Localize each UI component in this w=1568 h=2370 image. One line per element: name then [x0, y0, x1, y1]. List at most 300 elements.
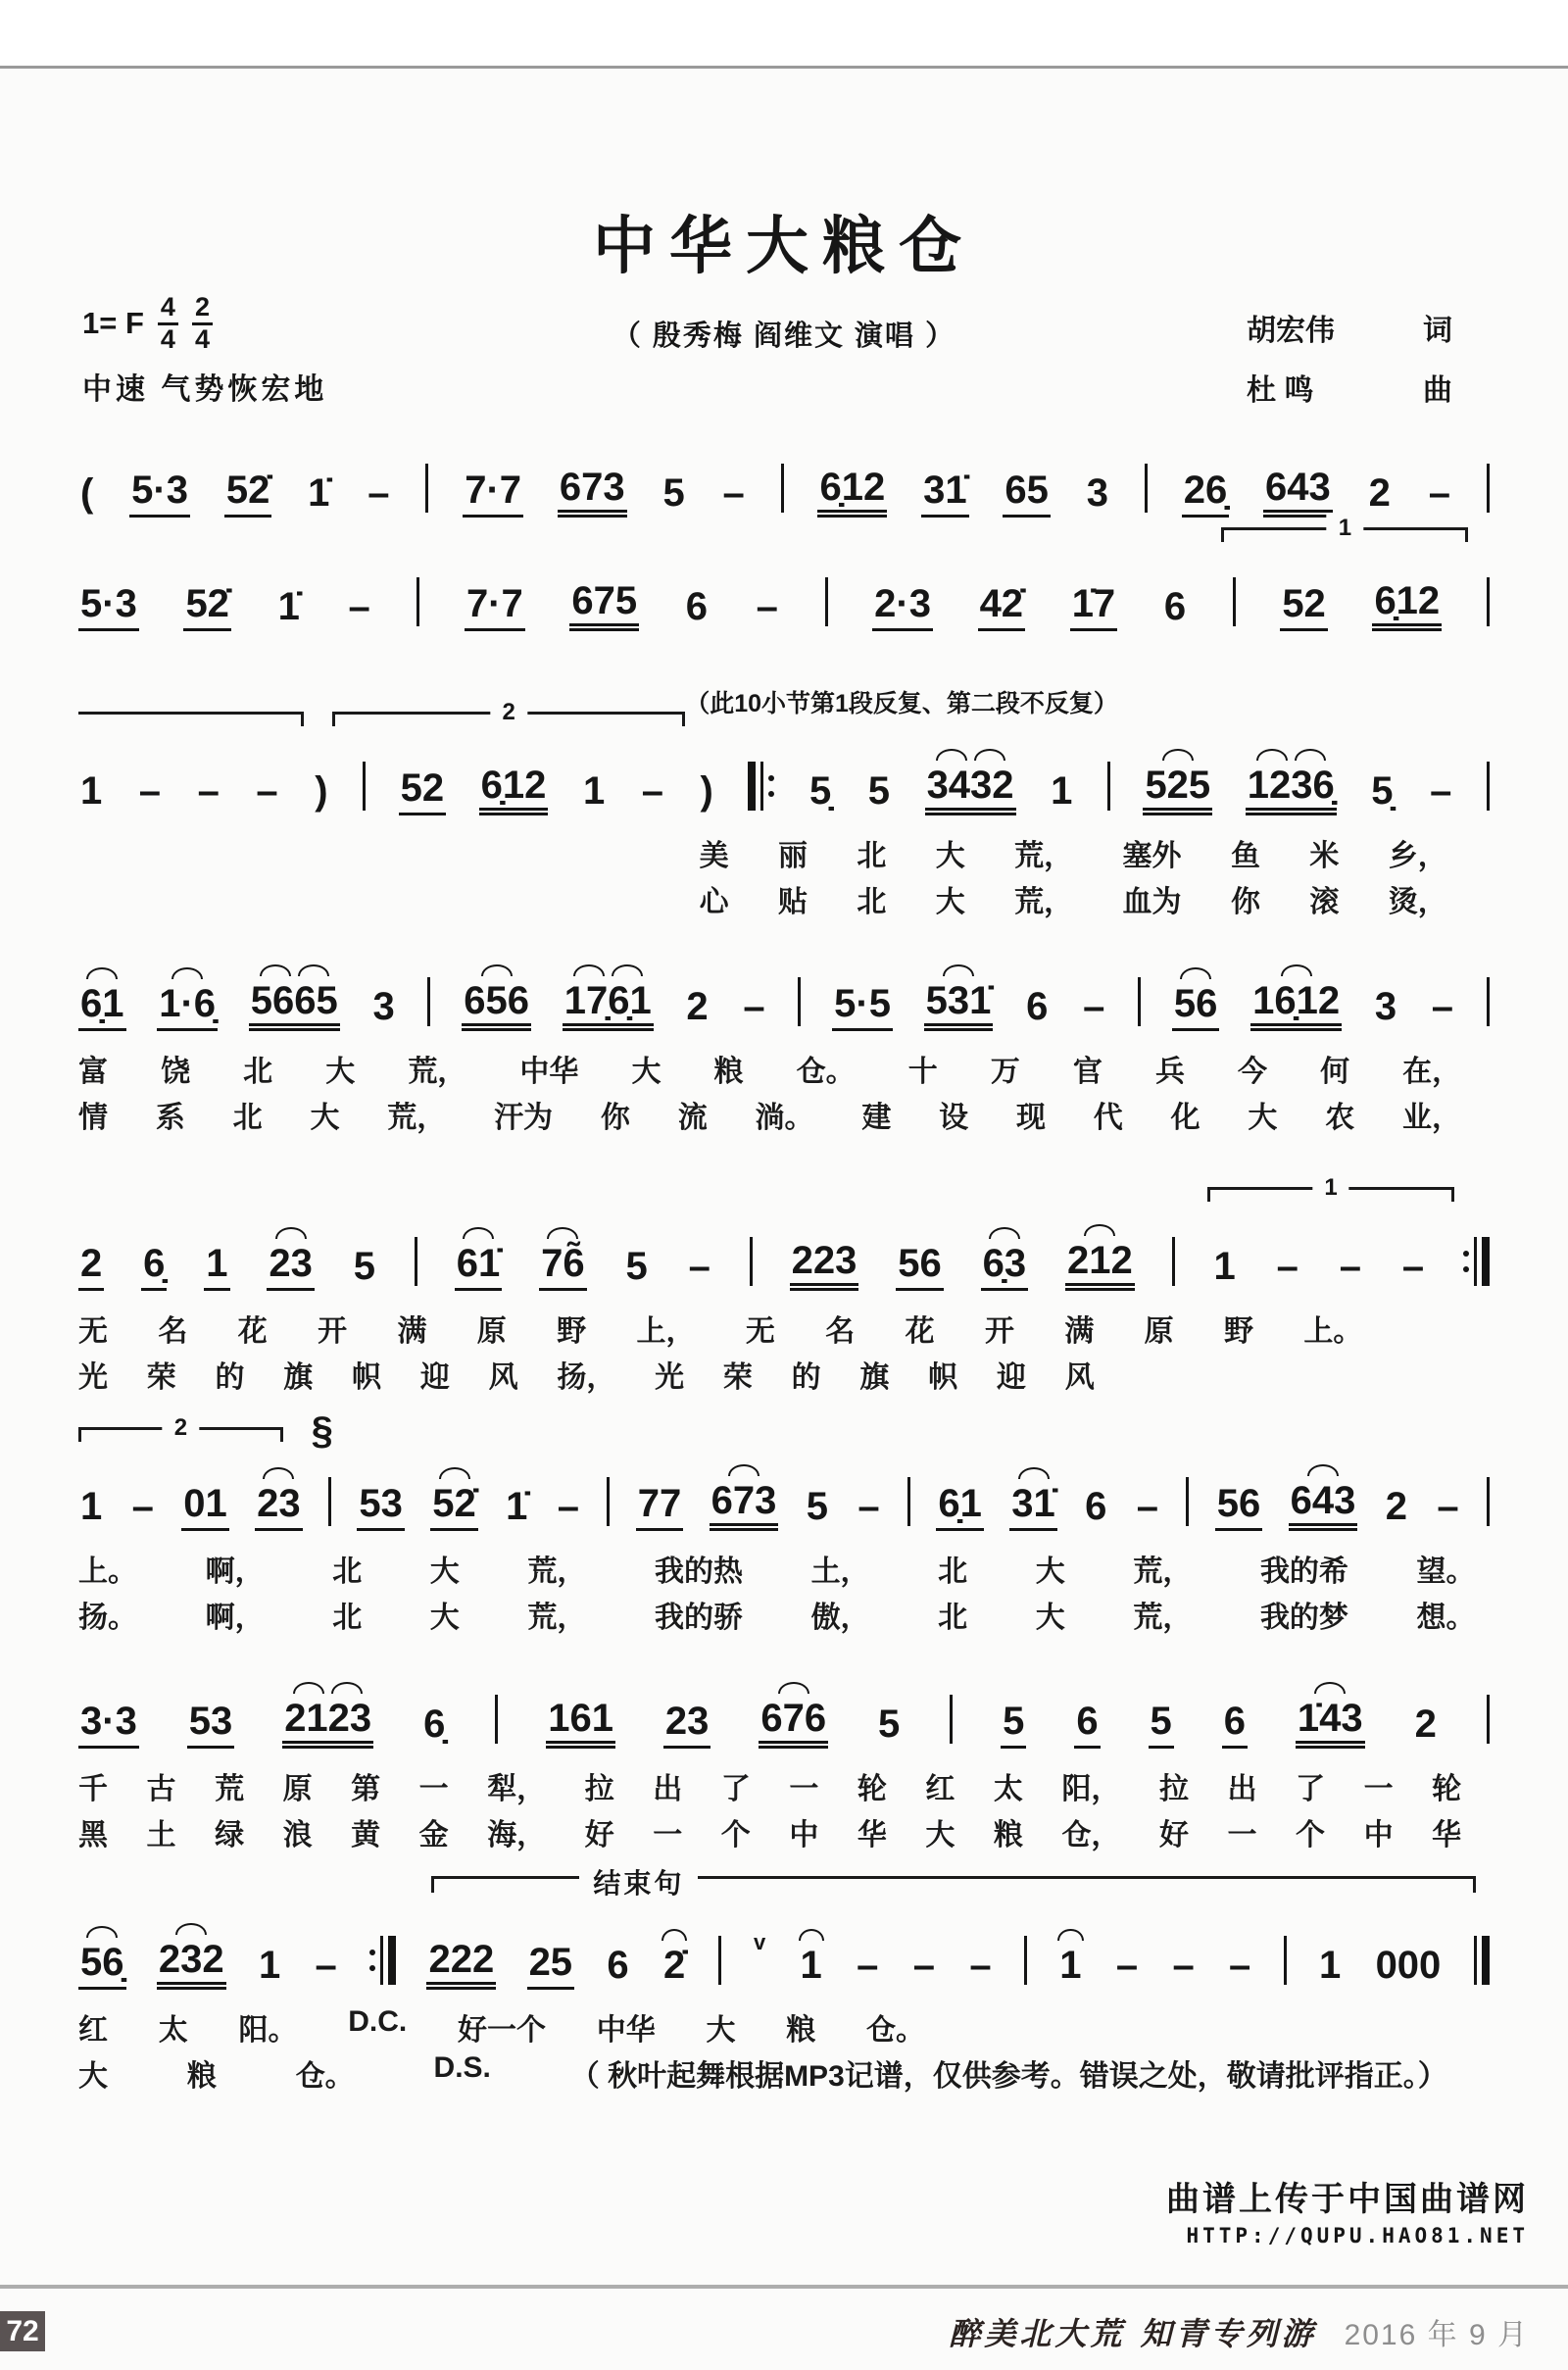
lyric-syllable: 十	[907, 1056, 938, 1088]
lyric-syllable: 傲，	[810, 1602, 870, 1634]
lyric-syllable: 粮	[713, 1056, 744, 1088]
note-token: 673	[710, 1479, 779, 1531]
lyric-syllable: 黄	[351, 1819, 381, 1852]
lyric-syllable: 无	[745, 1315, 775, 1348]
lyric-syllable: 花	[237, 1315, 268, 1348]
lyric-syllable: 塞外	[1122, 840, 1182, 872]
lyric-syllable: 大	[310, 1102, 340, 1134]
breath-mark: v	[753, 1930, 766, 1954]
note-token: 6̣3	[981, 1242, 1029, 1291]
note-token: 7·7	[463, 469, 523, 518]
note-token: 2	[1368, 471, 1391, 515]
note-token: 52̇	[224, 469, 272, 518]
lyric-syllable: 一	[1227, 1819, 1257, 1852]
lyric-syllable: 旗	[283, 1361, 314, 1394]
note-token: 643	[1263, 466, 1333, 518]
lyric-syllable: 千	[78, 1773, 108, 1805]
page-title: 中华大粮仓	[593, 211, 975, 281]
note-token: 676	[759, 1697, 828, 1749]
note-token: –	[641, 769, 663, 813]
lyrics-row	[78, 877, 1490, 920]
lyric-syllable: 中华	[596, 2014, 656, 2047]
lyricist-credit: 胡宏伟 词	[1247, 315, 1452, 347]
lyric-syllable: 流	[677, 1102, 708, 1134]
note-token: 5	[1149, 1700, 1174, 1749]
issue-date: 2016 年 9 月	[1344, 2319, 1529, 2351]
note-token: –	[557, 1485, 579, 1528]
lyric-syllable: 风	[1064, 1361, 1095, 1394]
note-token: 531̇	[924, 979, 994, 1031]
note-token: –	[256, 769, 278, 813]
lyric-syllable: 轮	[857, 1773, 887, 1805]
bracket-label: 1	[1327, 515, 1363, 542]
lyric-syllable: 迎	[419, 1361, 450, 1394]
note-token: 65	[1003, 469, 1051, 518]
lyric-syllable: 开	[318, 1315, 348, 1348]
lyric-syllable: 大	[1248, 1102, 1278, 1134]
lyric-syllable: 荒，	[1014, 840, 1074, 872]
lyric-syllable: 中	[1363, 1819, 1394, 1852]
volta-bracket	[1207, 1174, 1454, 1202]
lyric-syllable: 第	[351, 1773, 381, 1805]
note-token: 23	[267, 1242, 315, 1291]
lyric-syllable: 大	[1035, 1555, 1065, 1588]
note-token: 1̇7	[1070, 582, 1118, 631]
lyric-syllable: 绿	[215, 1819, 245, 1852]
lyric-syllable: 北	[857, 886, 887, 918]
lyrics-row	[78, 831, 1490, 874]
note-token: 6	[607, 1944, 629, 1987]
volta-bracket	[332, 699, 685, 726]
lyric-syllable: 仓。	[796, 1056, 856, 1088]
lyric-syllable: 太	[993, 1773, 1023, 1805]
lyric-syllable: 太	[158, 2014, 188, 2047]
note-token: 56	[1172, 982, 1220, 1031]
note-token: 3	[1374, 985, 1397, 1028]
note-token: 6	[685, 585, 708, 628]
lyric-syllable: 名	[158, 1315, 188, 1348]
note-token: 6	[1074, 1700, 1100, 1749]
lyric-syllable: 我的热	[654, 1555, 743, 1588]
bracket-label: 2	[491, 699, 527, 726]
lyric-syllable: 情	[78, 1102, 108, 1134]
note-token: –	[1136, 1485, 1158, 1528]
notation-row	[78, 1230, 1490, 1291]
notation-row	[78, 457, 1490, 518]
lyric-syllable: 了	[720, 1773, 751, 1805]
lyric-syllable: 野	[557, 1315, 587, 1348]
lyric-syllable: 荣	[722, 1361, 753, 1394]
note-token: –	[1339, 1245, 1361, 1288]
upload-site-url: HTTP://QUPU.HAO81.NET	[1186, 2224, 1529, 2247]
note-token: 3	[372, 985, 395, 1028]
lyric-syllable: 好	[1158, 1819, 1189, 1852]
notation-row	[78, 1929, 1490, 1990]
lyric-syllable: 想。	[1416, 1602, 1476, 1634]
note-token: 3·3	[78, 1700, 139, 1749]
note-token: 6̣1	[936, 1482, 984, 1531]
note-token: 53	[357, 1482, 405, 1531]
lyric-syllable: 荒	[215, 1773, 245, 1805]
note-token: –	[348, 585, 370, 628]
note-token: 2	[1385, 1485, 1407, 1528]
lyric-syllable: 野	[1224, 1315, 1254, 1348]
note-token: 1	[799, 1944, 824, 1990]
lyric-syllable: 上。	[1303, 1315, 1363, 1348]
notation-row	[78, 970, 1490, 1031]
score-line	[78, 1688, 1490, 1852]
barline-single	[950, 1694, 953, 1749]
lyric-syllable: 的	[791, 1361, 821, 1394]
note-token: 2123	[282, 1697, 373, 1749]
lyric-syllable: 滚	[1309, 886, 1340, 918]
lyric-syllable: 万	[990, 1056, 1020, 1088]
lyric-syllable: 满	[1064, 1315, 1095, 1348]
note-token: 01	[181, 1482, 229, 1531]
notation-row	[78, 570, 1490, 631]
note-token: 17̣6̣1	[563, 979, 654, 1031]
lyric-syllable: 北	[332, 1555, 363, 1588]
barline-single	[1138, 976, 1141, 1031]
note-token: –	[131, 1485, 154, 1528]
note-token: 1̇	[506, 1485, 528, 1528]
lyric-syllable: 扬，	[557, 1361, 616, 1394]
top-margin-strip	[0, 0, 1568, 66]
note-token: 1236̣	[1246, 764, 1337, 815]
note-token: 5·3	[129, 469, 190, 518]
score-line	[78, 970, 1490, 1134]
page-number-badge: 72	[0, 2311, 45, 2351]
lyric-syllable: 大	[325, 1056, 356, 1088]
note-token: 5	[625, 1245, 648, 1288]
lyric-syllable: 阳。	[238, 2014, 298, 2047]
barline-single	[1487, 1476, 1490, 1531]
tempo-marking: 中速 气势恢宏地	[82, 373, 328, 406]
event-title: 醉美北大荒 知青专列游	[949, 2315, 1317, 2352]
note-token: –	[969, 1944, 992, 1987]
note-token: –	[912, 1944, 935, 1987]
top-divider	[0, 66, 1568, 69]
note-token: 52̇	[430, 1482, 478, 1531]
barline-single	[1172, 1236, 1175, 1291]
lyrics-row	[78, 1047, 1490, 1090]
lyric-syllable: 大	[925, 1819, 956, 1852]
note-token: –	[1428, 471, 1450, 515]
lyric-syllable: 北	[232, 1102, 263, 1134]
lyric-syllable: 米	[1309, 840, 1340, 872]
note-token: 212	[1065, 1239, 1135, 1291]
note-token: 23	[663, 1700, 711, 1749]
lyric-syllable: 鱼	[1230, 840, 1260, 872]
note-token: 5	[806, 1485, 828, 1528]
note-token: 1	[258, 1944, 281, 1987]
note-token: 223	[790, 1239, 859, 1291]
lyric-syllable: 建	[861, 1102, 892, 1134]
note-token: –	[1115, 1944, 1139, 1987]
note-token: 6̣12	[817, 466, 887, 518]
barline-begin	[748, 761, 774, 815]
lyric-syllable: 拉	[584, 1773, 614, 1805]
lyric-syllable: 你	[600, 1102, 630, 1134]
note-token: 1̇	[308, 471, 330, 515]
note-token: 1·6̣	[157, 982, 218, 1031]
lyric-syllable: 淌。	[755, 1102, 814, 1134]
barline-single	[328, 1476, 331, 1531]
lyric-syllable: 烫，	[1388, 886, 1447, 918]
note-token: 1	[1051, 769, 1073, 813]
lyric-syllable: 光	[655, 1361, 685, 1394]
lyrics-row	[78, 1307, 1490, 1350]
lyric-syllable: 荣	[146, 1361, 176, 1394]
note-token: 76̃	[539, 1242, 587, 1291]
barline-single	[427, 976, 430, 1031]
lyric-syllable: 黑	[78, 1819, 108, 1852]
lyric-syllable: 系	[155, 1102, 185, 1134]
note-token: 5̣	[1371, 769, 1394, 813]
note-token: 5	[662, 471, 685, 515]
note-token: (	[80, 471, 94, 515]
lyric-syllable: 仓，	[1061, 1819, 1121, 1852]
lyric-syllable: 一	[418, 1773, 449, 1805]
note-token: 161	[546, 1697, 615, 1749]
lyrics-row	[78, 1353, 1490, 1396]
key-label: 1= F	[82, 306, 144, 341]
note-token: 52	[1280, 582, 1328, 631]
barline-single	[425, 463, 428, 518]
lyric-syllable: 粮	[786, 2014, 816, 2047]
lyric-syllable: 富	[78, 1056, 108, 1088]
note-token: 5̣	[808, 769, 832, 813]
notation-row	[78, 1470, 1490, 1531]
barline-single	[1107, 761, 1110, 815]
note-token: 3	[1086, 471, 1109, 515]
lyric-syllable: 无	[78, 1315, 108, 1348]
lyric-syllable: 我的梦	[1259, 1602, 1348, 1634]
lyric-syllable: 中华	[519, 1056, 579, 1088]
lyric-syllable: 风	[488, 1361, 518, 1394]
barline-single	[607, 1476, 610, 1531]
note-token: –	[315, 1944, 337, 1987]
lyric-syllable: 原	[282, 1773, 313, 1805]
composer-credit: 杜 鸣 曲	[1247, 374, 1452, 407]
time-signature-2: $\frac{2}{4}$	[192, 294, 213, 353]
lyric-syllable: 花	[905, 1315, 935, 1348]
lyric-syllable: 今	[1238, 1056, 1268, 1088]
lyric-syllable: 古	[146, 1773, 176, 1805]
barline-single	[1145, 463, 1148, 518]
note-token: 6̣1	[78, 982, 126, 1031]
barline-single	[1024, 1935, 1027, 1990]
note-token: –	[722, 471, 745, 515]
lyrics-row	[78, 2051, 1490, 2095]
note-token: 5	[353, 1245, 375, 1288]
lyric-syllable: 化	[1170, 1102, 1200, 1134]
note-token: 2	[686, 985, 709, 1028]
lyric-syllable: 轮	[1432, 1773, 1462, 1805]
lyric-syllable: 饶	[161, 1056, 191, 1088]
lyric-syllable: 北	[243, 1056, 273, 1088]
note-token: –	[1172, 1944, 1195, 1987]
lyric-syllable: 大	[706, 2014, 736, 2047]
barline-single	[1233, 576, 1236, 631]
lyrics-row	[78, 1547, 1490, 1590]
barline-final	[1474, 1935, 1490, 1990]
lyric-syllable: 粮	[186, 2060, 217, 2093]
barline-single	[1284, 1935, 1287, 1990]
lyric-syllable: 荒，	[1014, 886, 1074, 918]
lyric-syllable: 心	[699, 886, 729, 918]
note-token: 52̇	[183, 582, 231, 631]
lyric-syllable: 原	[476, 1315, 507, 1348]
score-line	[78, 1174, 1490, 1394]
lyric-syllable: 在，	[1402, 1056, 1462, 1088]
lyric-syllable: 现	[1015, 1102, 1046, 1134]
volta-bracket	[1221, 515, 1468, 542]
note-token: 2	[78, 1242, 104, 1291]
note-token: 1̇43	[1296, 1697, 1365, 1749]
lyric-syllable: 北	[857, 840, 887, 872]
lyric-syllable: 啊，	[205, 1555, 265, 1588]
lyric-syllable: 荒，	[527, 1555, 587, 1588]
note-token: 6	[1222, 1700, 1248, 1749]
note-token: )	[700, 769, 713, 813]
lyric-syllable: 出	[1227, 1773, 1257, 1805]
lyric-syllable: 中	[789, 1819, 819, 1852]
lyric-syllable: 北	[332, 1602, 363, 1634]
note-token: 6̣	[141, 1242, 167, 1291]
note-token: 1	[80, 1485, 103, 1528]
lyric-syllable: 大	[631, 1056, 662, 1088]
note-token: 5	[1001, 1700, 1026, 1749]
note-token: –	[688, 1245, 710, 1288]
note-token: 000	[1375, 1944, 1442, 1987]
lyric-syllable: 光	[78, 1361, 108, 1394]
note-token: –	[756, 585, 778, 628]
lyric-syllable: 好	[584, 1819, 614, 1852]
lyric-syllable: 农	[1325, 1102, 1355, 1134]
ending-bracket	[431, 1868, 1476, 1899]
credits-block	[1247, 306, 1452, 425]
note-token: –	[1430, 769, 1452, 813]
lyric-syllable: 拉	[1158, 1773, 1189, 1805]
note-token: 7·7	[465, 582, 525, 631]
bracket-label: 1	[1312, 1174, 1348, 1202]
lyric-syllable: 我的骄	[654, 1602, 743, 1634]
lyric-syllable: 乡，	[1388, 840, 1447, 872]
note-token: 643	[1289, 1479, 1358, 1531]
score-line	[78, 690, 1490, 918]
barline-single	[750, 1236, 753, 1291]
barline-single	[416, 576, 419, 631]
note-token: –	[743, 985, 765, 1028]
lyric-syllable: 个	[720, 1819, 751, 1852]
note-token: 1	[1057, 1944, 1083, 1990]
lyric-syllable: 原	[1144, 1315, 1174, 1348]
volta-bracket-continuation	[78, 712, 304, 726]
barline-single	[907, 1476, 910, 1531]
note-token: 1	[582, 769, 606, 813]
bracket-label: 结束句	[579, 1862, 698, 1901]
barline-single	[1487, 463, 1490, 518]
note-token: 5	[878, 1703, 901, 1746]
barline-single	[1487, 976, 1490, 1031]
upload-site-name: 曲谱上传于中国曲谱网	[1166, 2181, 1529, 2218]
footer-right	[949, 2309, 1529, 2354]
lyric-syllable: 海，	[487, 1819, 547, 1852]
lyric-syllable: 阳，	[1061, 1773, 1121, 1805]
lyric-syllable: 大	[429, 1555, 460, 1588]
note-token: 1̇	[277, 585, 300, 628]
lyric-syllable: 北	[938, 1602, 968, 1634]
note-token: 31̇	[921, 469, 969, 518]
lyric-syllable: 浪	[282, 1819, 313, 1852]
lyric-syllable: 贴	[777, 886, 808, 918]
lyric-syllable: 帜	[928, 1361, 958, 1394]
lyrics-row	[78, 1764, 1490, 1807]
lyric-syllable: 丽	[777, 840, 808, 872]
lyrics-row	[78, 2005, 1490, 2049]
upload-credit	[1166, 2172, 1529, 2247]
note-token: 6̣12	[479, 764, 549, 815]
lyric-syllable: 旗	[859, 1361, 890, 1394]
lyric-syllable: 名	[825, 1315, 856, 1348]
lyric-syllable: 好一个	[458, 2014, 546, 2047]
performers-subtitle: （ 殷秀梅 阎维文 演唱 ）	[612, 321, 956, 352]
lyric-syllable: 的	[215, 1361, 245, 1394]
lyric-syllable: 美	[699, 840, 729, 872]
note-token: –	[368, 471, 390, 515]
score-line	[78, 1409, 1490, 1634]
barline-end	[1463, 1236, 1490, 1291]
lyric-syllable: 荒，	[387, 1102, 447, 1134]
note-token: 42̇	[978, 582, 1026, 631]
note-token: 673	[558, 466, 627, 518]
note-token: 2	[1414, 1703, 1437, 1746]
note-token: 77	[636, 1482, 684, 1531]
note-token: –	[1401, 1245, 1425, 1288]
lyric-syllable: 荒，	[527, 1602, 587, 1634]
lyric-syllable: 仓。	[866, 2014, 925, 2047]
lyric-syllable: 荒，	[1133, 1555, 1193, 1588]
lyric-syllable: 啊，	[205, 1602, 265, 1634]
note-token: 5·3	[78, 582, 139, 631]
note-token: –	[197, 769, 220, 813]
lyric-syllable: 我的希	[1259, 1555, 1348, 1588]
segno-icon: §	[311, 1409, 333, 1453]
lyric-syllable: 土，	[810, 1555, 870, 1588]
note-token: –	[138, 769, 162, 813]
lyric-syllable: 大	[935, 886, 965, 918]
lyric-syllable: （ 秋叶起舞根据MP3记谱，仅供参考。错误之处，敬请批评指正。）	[569, 2060, 1447, 2093]
note-token: 1	[1318, 1944, 1342, 1987]
bottom-divider	[0, 2285, 1568, 2289]
lyric-syllable: 荒，	[408, 1056, 467, 1088]
note-token: –	[858, 1485, 880, 1528]
note-token: 56̣	[78, 1941, 126, 1990]
note-token: –	[1229, 1944, 1251, 1987]
score-line	[78, 1868, 1490, 2093]
lyric-syllable: 望。	[1416, 1555, 1476, 1588]
note-token: 56	[896, 1242, 944, 1291]
note-token: 25	[527, 1941, 575, 1990]
note-token: )	[315, 769, 328, 813]
lyric-syllable: D.S.	[433, 2051, 491, 2084]
lyric-syllable: 上。	[78, 1555, 137, 1588]
lyric-syllable: 官	[1072, 1056, 1102, 1088]
note-token: 675	[569, 579, 639, 631]
lyric-syllable: 一	[653, 1819, 683, 1852]
lyric-syllable: 北	[938, 1555, 968, 1588]
